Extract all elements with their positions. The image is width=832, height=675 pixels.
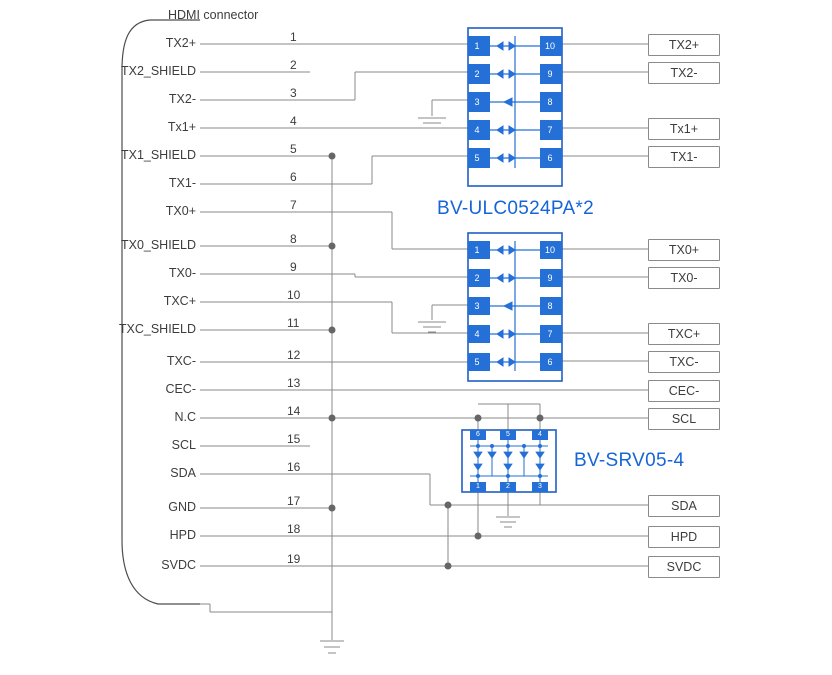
pin-name-17: GND xyxy=(168,500,196,514)
u2-pin-1: 1 xyxy=(474,245,480,255)
pin-name-9: TX0- xyxy=(168,266,196,280)
pin-name-1: TX2+ xyxy=(165,36,196,50)
pin-num-3: 3 xyxy=(290,86,297,100)
pin-num-9: 9 xyxy=(290,260,297,274)
u1-pin-10: 10 xyxy=(544,41,555,51)
u1-pin-5: 5 xyxy=(474,153,480,163)
pin-name-18: HPD xyxy=(169,528,196,542)
output-hpd: HPD xyxy=(648,526,720,548)
u2-pin-8: 8 xyxy=(547,301,553,311)
pin-num-8: 8 xyxy=(290,232,297,246)
pin-name-14: N.C xyxy=(174,410,196,424)
pin-name-12: TXC- xyxy=(166,354,196,368)
pin-num-5: 5 xyxy=(290,142,297,156)
pin-num-14: 14 xyxy=(287,404,301,418)
output-tx0n: TX0- xyxy=(648,267,720,289)
u2-pin-6: 6 xyxy=(547,357,553,367)
u3-pin-5: 5 xyxy=(506,431,510,438)
u3-pin-3: 3 xyxy=(538,483,542,490)
output-sda: SDA xyxy=(648,495,720,517)
pin-name-3: TX2- xyxy=(168,92,196,106)
u1-pin-2: 2 xyxy=(474,69,480,79)
pin-name-13: CEC- xyxy=(165,382,196,396)
pin-name-10: TXC+ xyxy=(163,294,196,308)
part-label-ulc0524pa: BV-ULC0524PA*2 xyxy=(437,198,594,219)
part-label-srv05-4: BV-SRV05-4 xyxy=(574,450,685,471)
u2-pin-5: 5 xyxy=(474,357,480,367)
output-tx0p: TX0+ xyxy=(648,239,720,261)
pin-name-11: TXC_SHIELD xyxy=(118,322,196,336)
pin-num-1: 1 xyxy=(290,30,297,44)
connector-title: HDMI connector xyxy=(168,8,259,22)
pin-num-6: 6 xyxy=(290,170,297,184)
pin-name-2: TX2_SHIELD xyxy=(120,64,196,78)
pin-num-19: 19 xyxy=(287,552,301,566)
output-txcp: TXC+ xyxy=(648,323,720,345)
pin-num-11: 11 xyxy=(287,316,300,330)
output-tx2p: TX2+ xyxy=(648,34,720,56)
u3-pin-6: 6 xyxy=(476,431,480,438)
pin-num-16: 16 xyxy=(287,460,301,474)
u2-pin-2: 2 xyxy=(474,273,480,283)
output-svdc: SVDC xyxy=(648,556,720,578)
u2-pin-3: 3 xyxy=(474,301,480,311)
u1-pin-9: 9 xyxy=(547,69,553,79)
pin-name-6: TX1- xyxy=(168,176,196,190)
pin-name-7: TX0+ xyxy=(165,204,196,218)
pin-name-16: SDA xyxy=(170,466,196,480)
pin-num-4: 4 xyxy=(290,114,297,128)
u1-pin-4: 4 xyxy=(474,125,480,135)
pin-name-15: SCL xyxy=(171,438,196,452)
pin-name-8: TX0_SHIELD xyxy=(120,238,196,252)
u2-pin-10: 10 xyxy=(544,245,555,255)
pin-num-18: 18 xyxy=(287,522,301,536)
u3-pin-4: 4 xyxy=(538,431,542,438)
pin-num-13: 13 xyxy=(287,376,301,390)
connector-outline xyxy=(122,20,200,604)
u1-pin-8: 8 xyxy=(547,97,553,107)
u1-pin-7: 7 xyxy=(547,125,553,135)
pin-num-2: 2 xyxy=(290,58,297,72)
u1-pin-6: 6 xyxy=(547,153,553,163)
output-txcn: TXC- xyxy=(648,351,720,373)
output-tx1p: Tx1+ xyxy=(648,118,720,140)
u1-pin-1: 1 xyxy=(474,41,480,51)
pin-num-12: 12 xyxy=(287,348,301,362)
pin-name-4: Tx1+ xyxy=(167,120,196,134)
pin-num-10: 10 xyxy=(287,288,301,302)
output-scl: SCL xyxy=(648,408,720,430)
pin-num-15: 15 xyxy=(287,432,301,446)
pin-num-17: 17 xyxy=(287,494,301,508)
pin-num-7: 7 xyxy=(290,198,297,212)
pin-name-5: TX1_SHIELD xyxy=(120,148,196,162)
pin-name-19: SVDC xyxy=(161,558,196,572)
output-cec: CEC- xyxy=(648,380,720,402)
output-tx2n: TX2- xyxy=(648,62,720,84)
u3-pin-2: 2 xyxy=(506,483,510,490)
u2-pin-9: 9 xyxy=(547,273,553,283)
u1-pin-3: 3 xyxy=(474,97,480,107)
u2-pin-4: 4 xyxy=(474,329,480,339)
u2-pin-7: 7 xyxy=(547,329,553,339)
u3-pin-1: 1 xyxy=(476,483,480,490)
output-tx1n: TX1- xyxy=(648,146,720,168)
